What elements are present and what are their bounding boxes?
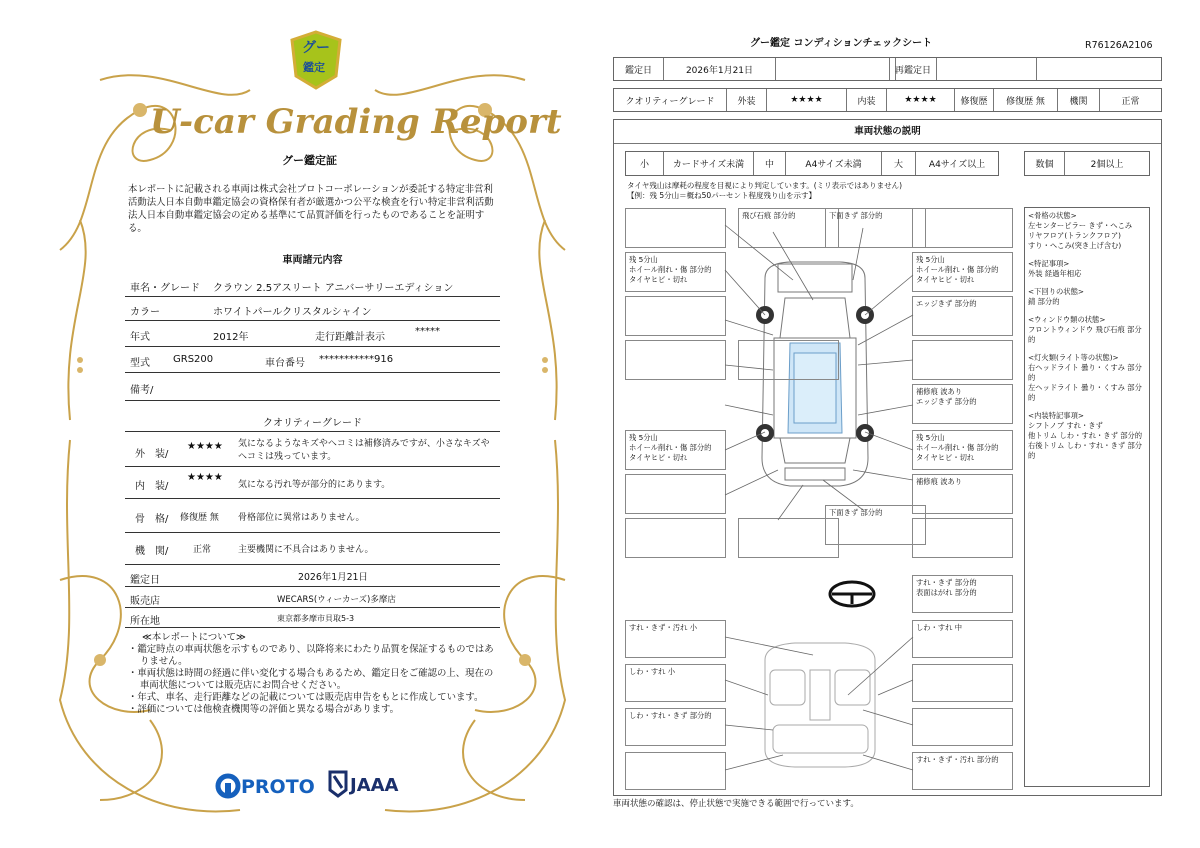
box-text-line: すれ・きず・汚れ 小: [629, 623, 697, 632]
side-note-line: 左センターピラー きず・へこみ: [1028, 221, 1133, 230]
count-label: 数個: [1025, 152, 1065, 175]
int-stars: ★★★★: [187, 472, 223, 483]
spec-row-color: [125, 299, 500, 321]
badge-top-text: グー: [302, 40, 330, 56]
ext-text: 気になるようなキズやヘコミは補修済みですが、小さなキズやヘコミは残っています。: [238, 439, 490, 462]
side-note-line: [1028, 307, 1146, 315]
date-value: 2026年1月21日: [664, 58, 776, 80]
box-text-line: ホイール削れ・傷 部分的: [916, 443, 999, 452]
int-text: 気になる汚れ等が部分的にあります。: [238, 480, 391, 490]
row-address: [125, 610, 500, 628]
ext-stars: ★★★★: [187, 441, 223, 452]
quality-row-engine: [125, 535, 500, 565]
date-row: [613, 57, 1162, 81]
spec-row-remarks: [125, 375, 500, 401]
date-label: 鑑定日: [614, 58, 664, 80]
spec-row-model: [125, 349, 500, 373]
box-text-line: しわ・すれ・きず 部分的: [629, 711, 712, 720]
shop-value: WECARS(ウィーカーズ)多摩店: [277, 595, 396, 605]
box-text-line: 飛び石痕 部分的: [742, 211, 796, 220]
box-text-line: エッジきず 部分的: [916, 299, 977, 308]
side-note-line: 外装 経過年相応: [1028, 269, 1082, 278]
frame-label: 骨 格/: [135, 514, 169, 525]
side-note-line: <特記事項>: [1028, 259, 1070, 268]
size-l: 大: [882, 152, 916, 175]
report-notes: [128, 632, 498, 716]
side-notes-panel: [1024, 207, 1150, 787]
engine-text: 主要機関に不具合はありません。: [238, 545, 374, 555]
ext-label: 外 装/: [135, 449, 169, 460]
box-text-line: しわ・すれ 中: [916, 623, 963, 632]
side-note-line: 他トリム しわ・すれ・きず 部分的: [1028, 431, 1143, 440]
box-text-line: ホイール削れ・傷 部分的: [629, 443, 712, 452]
date-blank: [776, 58, 896, 80]
int-stars: ★★★★: [887, 89, 955, 111]
model-value: GRS200: [173, 354, 214, 365]
state-title: 車両状態の説明: [614, 120, 1161, 144]
proto-logo: [215, 773, 320, 799]
side-note-line: <ウィンドウ類の状態>: [1028, 315, 1106, 324]
jaaa-logo-icon: [328, 770, 348, 798]
name-label: 車名・グレード: [130, 283, 200, 294]
leader-lines: [613, 200, 1033, 780]
side-notes: [1028, 211, 1146, 461]
side-note-line: [1028, 279, 1146, 287]
tire-note-1: タイヤ残山は摩耗の程度を目視により判定しています。(ミリ表示ではありません): [627, 181, 903, 190]
name-value: クラウン 2.5アスリート アニバーサリーエディション: [213, 283, 454, 294]
quality-row-frame: [125, 501, 500, 533]
spec-row-name: [125, 275, 500, 297]
side-note-line: 右ヘッドライト 曇り・くすみ 部分的: [1028, 363, 1142, 382]
row-date: [125, 567, 500, 587]
box-text-line: 残 5分山: [629, 255, 658, 264]
note-item: ・年式、車名、走行距離などの記載については販売店申告をもとに作成しています。: [128, 692, 484, 703]
chassis-value: ***********916: [319, 354, 394, 365]
note-item: ・鑑定時点の車両状態を示すものであり、以降将来にわたり品質を保証するものではありません。: [128, 644, 494, 667]
engine-value: 正常: [1121, 96, 1140, 107]
count-legend: [1024, 151, 1150, 176]
sheet-id: R76126A2106: [1085, 40, 1153, 51]
box-text-line: タイヤヒビ・切れ: [629, 275, 688, 284]
box-text-line: 残 5分山: [916, 255, 945, 264]
box-text-line: 残 5分山: [629, 433, 658, 442]
side-note-line: リヤフロア(トランクフロア): [1028, 231, 1121, 240]
box-text-line: 補修痕 波あり: [916, 477, 963, 486]
box-text-line: しわ・すれ 小: [629, 667, 676, 676]
side-note-line: 錆 部分的: [1028, 297, 1060, 306]
color-label: カラー: [130, 307, 160, 318]
side-note-line: <骨格の状態>: [1028, 211, 1077, 220]
box-text-line: タイヤヒビ・切れ: [629, 453, 688, 462]
size-m: 中: [754, 152, 786, 175]
int-label: 内 装/: [135, 481, 169, 492]
jaaa-logo-text: JAAA: [350, 775, 399, 796]
box-text-line: 下面きず 部分的: [829, 508, 883, 517]
repair-label: 修復歴: [955, 89, 994, 111]
footer-note: 車両状態の確認は、停止状態で実施できる範囲で行っています。: [613, 799, 859, 809]
year-value: 2012年: [213, 332, 249, 343]
year-label: 年式: [130, 332, 150, 343]
box-text-line: すれ・きず 部分的: [916, 578, 977, 587]
shield-icon: [290, 30, 342, 90]
color-value: ホワイトパールクリスタルシャイン: [213, 307, 372, 318]
badge-bottom-text: 鑑定: [303, 61, 325, 74]
size-s-desc: カードサイズ未満: [664, 152, 754, 175]
cert-title: グー鑑定証: [282, 154, 337, 167]
grade-row: [613, 88, 1162, 112]
side-note-line: [1028, 403, 1146, 411]
side-note-line: [1028, 345, 1146, 353]
box-text-line: 補修痕 波あり: [916, 387, 963, 396]
cert-text: 本レポートに記載される車両は株式会社プロトコーポレーションが委託する特定非営利活動法人日本自動車鑑定協会の資格保有者が厳選かつ公平な検査を行い特定非営利活動法人日本自動車鑑定協会の定める基準にて品質評価を行ったものであることを証明する。: [128, 184, 494, 234]
row-shop: [125, 589, 500, 608]
engine-value: 正常: [193, 545, 212, 555]
box-text-line: タイヤヒビ・切れ: [916, 275, 975, 284]
size-legend: [625, 151, 999, 176]
box-text-line: ホイール削れ・傷 部分的: [916, 265, 999, 274]
side-note-line: <下回りの状態>: [1028, 287, 1085, 296]
size-l-desc: A4サイズ以上: [928, 160, 986, 170]
frame-text: 骨格部位に異常はありません。: [238, 513, 365, 523]
box-text-line: タイヤヒビ・切れ: [916, 453, 975, 462]
engine-label: 機関: [1058, 89, 1100, 111]
goo-kantei-badge: [290, 30, 342, 90]
quality-row-interior: [125, 469, 500, 499]
proto-logo-text: PROTO: [241, 776, 315, 798]
mileage-label: 走行距離計表示: [315, 332, 385, 343]
redate-label: 再鑑定日: [889, 58, 937, 80]
date-label: 鑑定日: [130, 575, 160, 586]
chassis-label: 車台番号: [265, 358, 305, 369]
box-text-line: 下面きず 部分的: [829, 211, 883, 220]
addr-label: 所在地: [130, 616, 160, 627]
specs-title: 車両諸元内容: [282, 255, 343, 266]
count-desc: 2個以上: [1090, 160, 1124, 170]
engine-label: 機 関/: [135, 546, 169, 557]
box-text-line: エッジきず 部分的: [916, 397, 977, 406]
spec-row-year: [125, 323, 500, 347]
note-item: ・評価については他検査機関等の評価と異なる場合があります。: [128, 704, 399, 715]
report-title: U-car Grading Report: [150, 102, 562, 142]
notes-title: ≪本レポートについて≫: [142, 632, 246, 643]
side-note-line: すり・へこみ(突き上げ含む): [1028, 241, 1122, 250]
redate-value: [937, 58, 1037, 80]
box-text-line: 表面はがれ 部分的: [916, 588, 977, 597]
date-value: 2026年1月21日: [298, 572, 368, 583]
side-note-line: [1028, 251, 1146, 259]
side-note-line: <内装特記事項>: [1028, 411, 1085, 420]
side-note-line: フロントウィンドウ 飛び石痕 部分的: [1028, 325, 1142, 344]
model-label: 型式: [130, 358, 150, 369]
side-note-line: <灯火類(ライト等の状態)>: [1028, 353, 1119, 362]
ext-label: 外装: [727, 89, 767, 111]
mileage-value: *****: [415, 326, 440, 337]
sheet-title: グー鑑定 コンディションチェックシート: [750, 38, 933, 49]
grade-label: クオリティーグレード: [614, 89, 727, 111]
jaaa-logo: [328, 770, 408, 800]
side-note-line: 右後トリム しわ・すれ・きず 部分的: [1028, 441, 1143, 460]
box-text-line: 残 5分山: [916, 433, 945, 442]
size-m-desc: A4サイズ未満: [786, 152, 882, 175]
addr-value: 東京都多摩市貝取5-3: [277, 614, 355, 623]
side-note-line: シフトノブ すれ・きず: [1028, 421, 1103, 430]
note-item: ・車両状態は時間の経過に伴い変化する場合もあるため、鑑定日をご確認の上、現在の車両状態については販売店にお問合せください。: [128, 668, 494, 691]
quality-row-exterior: [125, 431, 500, 467]
int-label: 内装: [847, 89, 887, 111]
shop-label: 販売店: [130, 596, 160, 607]
remarks-label: 備考/: [130, 385, 154, 396]
box-text-line: ホイール削れ・傷 部分的: [629, 265, 712, 274]
proto-logo-icon: [215, 773, 241, 799]
tire-note-2: 【例：残 5分山＝概ね50パーセント程度残り山を示す】: [627, 191, 817, 200]
frame-value: 修復歴 無: [180, 513, 219, 523]
size-s: 小: [626, 152, 664, 175]
side-note-line: 左ヘッドライト 曇り・くすみ 部分的: [1028, 383, 1142, 402]
repair-value: 修復歴 無: [994, 89, 1058, 111]
box-text-line: すれ・きず・汚れ 部分的: [916, 755, 999, 764]
ext-stars: ★★★★: [767, 89, 847, 111]
quality-title: クオリティーグレード: [263, 418, 362, 429]
